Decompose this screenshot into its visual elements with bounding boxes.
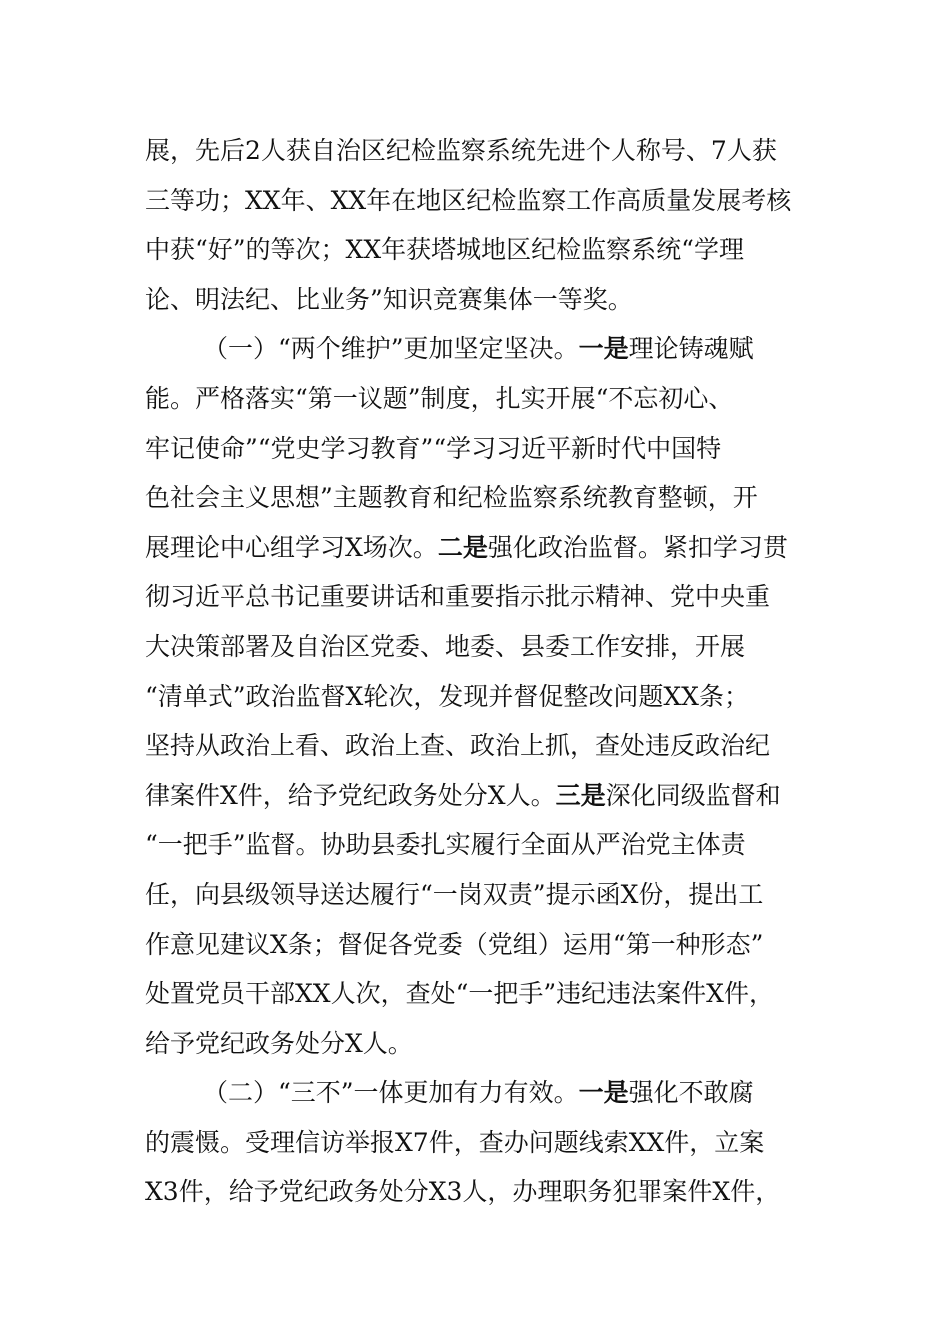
text-line: 的震慑。受理信访举报X7件，查办问题线索XX件，立案 [145,1127,765,1157]
text-line: “清单式”政治监督X轮次，发现并督促整改问题XX条； [145,681,749,711]
lead-marker: 二是 [437,532,488,562]
text-line: 给予党纪政务处分X人。 [145,1028,413,1058]
text-line: 作意见建议X条；督促各党委（党组）运用“第一种形态” [145,929,764,959]
text-line [145,523,807,573]
text-fragment: 深化同级监督和 [605,780,781,810]
text-line: “一把手”监督。协助县委扎实履行全面从严治党主体责 [145,830,746,860]
lead-marker: 三是 [555,780,606,810]
text-line: 能。严格落实“第一议题”制度，扎实开展“不忘初心、 [145,383,734,413]
text-line: 彻习近平总书记重要讲话和重要指示批示精神、党中央重 [145,582,771,612]
document-page [145,126,807,1217]
text-line: 牢记使命”“党史学习教育”“学习习近平新时代中国特 [145,433,722,463]
item-title: 理论铸魂赋 [628,334,754,364]
text-line: 中获“好”的等次；XX年获塔城地区纪检监察系统“学理 [145,235,744,265]
text-line: 任，向县级领导送达履行“一岗双责”提示函X份，提出工 [145,879,764,909]
section-heading-line [145,324,807,374]
lead-marker: 一是 [578,334,629,364]
text-fragment: 强化政治监督。紧扣学习贯 [487,532,788,562]
section-heading-line [145,1068,807,1118]
text-line: 论、明法纪、比业务”知识竞赛集体一等奖。 [145,284,633,314]
section-heading: （一）“两个维护”更加坚定坚决。 [203,334,579,364]
text-line: 三等功；XX年、XX年在地区纪检监察工作高质量发展考核 [145,185,792,215]
text-line [145,771,807,821]
text-line: X3件，给予党纪政务处分X3人，办理职务犯罪案件X件， [145,1177,781,1207]
section-heading: （二）“三不”一体更加有力有效。 [203,1078,579,1108]
text-line: 色社会主义思想”主题教育和纪检监察系统教育整顿，开 [145,483,758,513]
lead-marker: 一是 [578,1078,629,1108]
text-fragment: 展理论中心组学习X场次。 [145,532,438,562]
text-line: 坚持从政治上看、政治上查、政治上抓，查处违反政治纪 [145,731,771,761]
text-line: 大决策部署及自治区党委、地委、县委工作安排，开展 [145,631,746,661]
text-fragment: 律案件X件，给予党纪政务处分X人。 [145,780,556,810]
text-line: 展，先后2人获自治区纪检监察系统先进个人称号、7人获 [145,136,777,165]
item-title: 强化不敢腐 [628,1078,754,1108]
text-line: 处置党员干部XX人次，查处“一把手”违纪违法案件X件， [145,979,774,1009]
